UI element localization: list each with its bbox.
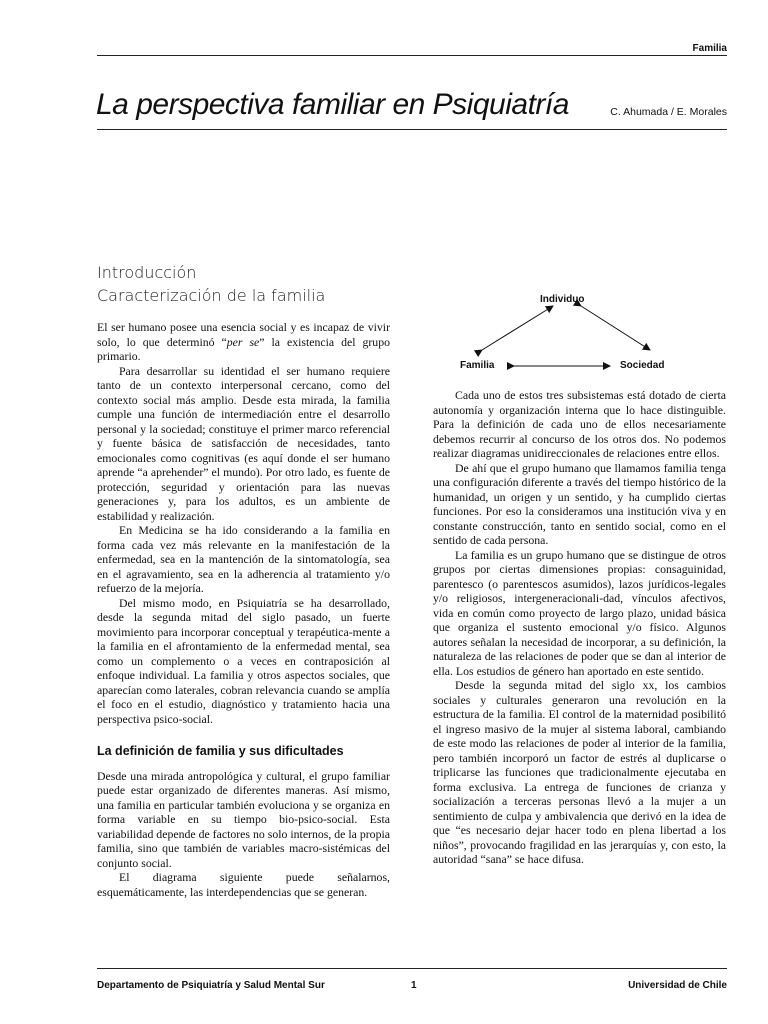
section-heading-intro: Introducción xyxy=(97,263,197,282)
page-title: La perspectiva familiar en Psiquiatría xyxy=(96,88,569,121)
left-column xyxy=(97,320,390,899)
footer-university: Universidad de Chile xyxy=(628,980,727,991)
paragraph: El diagrama siguiente puede señalarnos, esquemáticamente, las interdependencias que se generan. xyxy=(97,870,390,899)
arrow-familia-individuo xyxy=(482,306,553,350)
paragraph: Para desarrollar su identidad el ser humano requiere tanto de un contexto interpersonal cercano, como del contexto social más amplio. Desde esta mirada, la familia cumple una función de intermediación entre el desarrollo personal y la sociedad; constituye el primer marco referencial y fuente básica de satisfacción de necesidades, tanto emocionales como cognitivas (es aquí donde el ser humano aprende “a aprehender” el mundo). Por otro lado, es fuente de protección, seguridad y orientación para las nuevas generaciones y, para los adultos, es un ambiente de estabilidad y realización. xyxy=(97,363,390,523)
paragraph: Cada uno de estos tres subsistemas está dotado de cierta autonomía y organización interna que lo hace distinguible. Para la definición de cada uno de ellos necesariamente debemos recurrir al concurso de los otros dos. No podemos realizar diagramas unidireccionales de relaciones entre ellos. xyxy=(433,388,726,460)
title-rule xyxy=(97,129,727,130)
paragraph: Desde una mirada antropológica y cultural, el grupo familiar puede estar organizado de diferentes maneras. Así mismo, una familia en particular también evoluciona y se organiza en forma variable en su tiempo bio-psico-social. Esta variabilidad depende de factores no solo internos, de la propia familia, sino que también de variables macro-sistémicas del conjunto social. xyxy=(97,768,390,870)
paragraph: La familia es un grupo humano que se distingue de otros grupos por ciertas dimensiones propias: consaguinidad, parentesco (o parentescos asumidos), lazos jurídicos-legales y/o religiosos, intergeneracionali-dad, vínculos afectivos, vida en común como proyecto de largo plazo, unidad básica que organiza el sustento emocional y/o físico. Algunos autores señalan la necesidad de incorporar, a su definición, la naturaleza de las relaciones de poder que se dan al interior de ella. Los estudios de género han aportado en este sentido. xyxy=(433,547,726,678)
paragraph: En Medicina se ha ido considerando a la familia en forma cada vez más relevante en la manifestación de la enfermedad, sea en la mantención de la sintomatología, sea en el agravamiento, sea en la adherencia al tratamiento y/o refuerzo de la mejoría. xyxy=(97,523,390,595)
authors: C. Ahumada / E. Morales xyxy=(610,106,727,118)
header-rule xyxy=(97,55,727,56)
paragraph: Desde la segunda mitad del siglo xx, los cambios sociales y culturales generaron una revolución en la estructura de la familia. El control de la maternidad posibilitó el ingreso masivo de la mujer al sistema laboral, cambiando de este modo las relaciones de poder al interior de la familia, pero también incorporó un factor de estrés al duplicarse o triplicarse las funciones que tradicionalmente ejecutaba en forma exclusiva. La entrega de funciones de crianza y socialización a terceras personas llevó a la mujer a un sentimiento de culpa y ambivalencia que derivó en la idea de que “es necesario dejar hacer todo en plena libertad a los niños”, provocando fragilidad en las jerarquías y, con esto, la autoridad “sana” se hace difusa. xyxy=(433,678,726,866)
paragraph: El ser humano posee una esencia social y es incapaz de vivir solo, lo que determinó “per se” la existencia del grupo primario. xyxy=(97,320,390,363)
footer-department: Departamento de Psiquiatría y Salud Mental Sur xyxy=(97,980,325,991)
arrow-individuo-sociedad xyxy=(581,306,650,350)
footer-rule xyxy=(97,968,727,969)
section-heading-family: Caracterización de la familia xyxy=(97,286,326,305)
subheading: La definición de familia y sus dificultades xyxy=(97,744,344,758)
diagram-label-individuo: Individuo xyxy=(540,294,585,305)
right-column xyxy=(433,388,726,867)
paragraph: De ahí que el grupo humano que llamamos familia tenga una configuración diferente a través del tiempo histórico de la humanidad, un origen y un sentido, y ha cumplido ciertas funciones. Por eso la consideramos una institución viva y en constante construcción, tanto en sentido social, como en el sentido de cada persona. xyxy=(433,460,726,547)
diagram-label-sociedad: Sociedad xyxy=(620,360,665,371)
family-diagram xyxy=(430,288,730,378)
running-header: Familia xyxy=(692,43,727,54)
paragraph: Del mismo modo, en Psiquiatría se ha desarrollado, desde la segunda mitad del siglo pasado, un fuerte movimiento para incorporar conceptual y terapéutica-mente a la familia en el afrontamiento de la enfermedad mental, sea como un complemento o a veces en contraposición al enfoque individual. La familia y otros aspectos sociales, que aparecían como laterales, cobran relevancia cuando se amplía el foco en el estudio, diagnóstico y tratamiento hacia una perspectiva psico-social. xyxy=(97,595,390,726)
diagram-label-familia: Familia xyxy=(460,360,495,371)
page-number: 1 xyxy=(411,980,417,991)
